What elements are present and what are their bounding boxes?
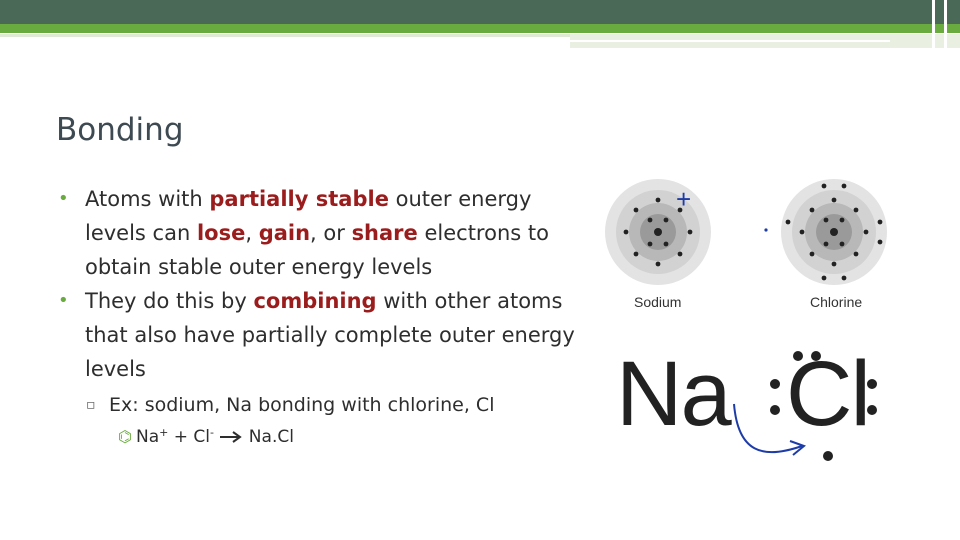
sub-bullet-item — [58, 388, 578, 422]
top-banner — [0, 0, 960, 24]
equation-text: Na+ + Cl- Na.Cl — [136, 426, 294, 447]
bullet-text: Atoms with partially stable outer energy levels can lose, gain, or share electrons to obtain stable outer energy levels — [85, 187, 549, 279]
bullet-item — [58, 284, 578, 386]
chlorine-label: Chlorine — [810, 294, 863, 310]
bullet-item — [58, 182, 578, 284]
cl-symbol: Cl — [786, 343, 869, 445]
top-banner-accent — [0, 24, 960, 33]
arrow-right-icon — [219, 430, 243, 444]
square-bullet-icon: ▫ — [86, 397, 96, 413]
bullet-dot-icon: • — [58, 290, 69, 311]
equation-item — [58, 422, 578, 454]
banner-divider — [932, 0, 935, 48]
bullet-dot-icon: • — [58, 188, 69, 209]
top-banner-line — [570, 40, 890, 42]
ornament-bullet-icon: ⌬ — [118, 427, 132, 446]
top-banner-stripe — [0, 34, 570, 37]
na-symbol: Na — [616, 343, 730, 445]
chlorine-atom — [781, 179, 887, 285]
handwritten-plus: + — [676, 184, 692, 214]
bullet-text: They do this by combining with other atoms that also have partially complete outer energy levels — [85, 289, 575, 381]
handwritten-dot — [764, 228, 767, 231]
banner-divider — [944, 0, 947, 48]
sodium-atom — [605, 179, 711, 285]
slide-title: Bonding — [56, 112, 184, 148]
sodium-label: Sodium — [634, 294, 682, 310]
bonding-figure — [592, 170, 922, 470]
sub-bullet-text: Ex: sodium, Na bonding with chlorine, Cl — [109, 394, 495, 416]
slide-content — [58, 182, 578, 454]
